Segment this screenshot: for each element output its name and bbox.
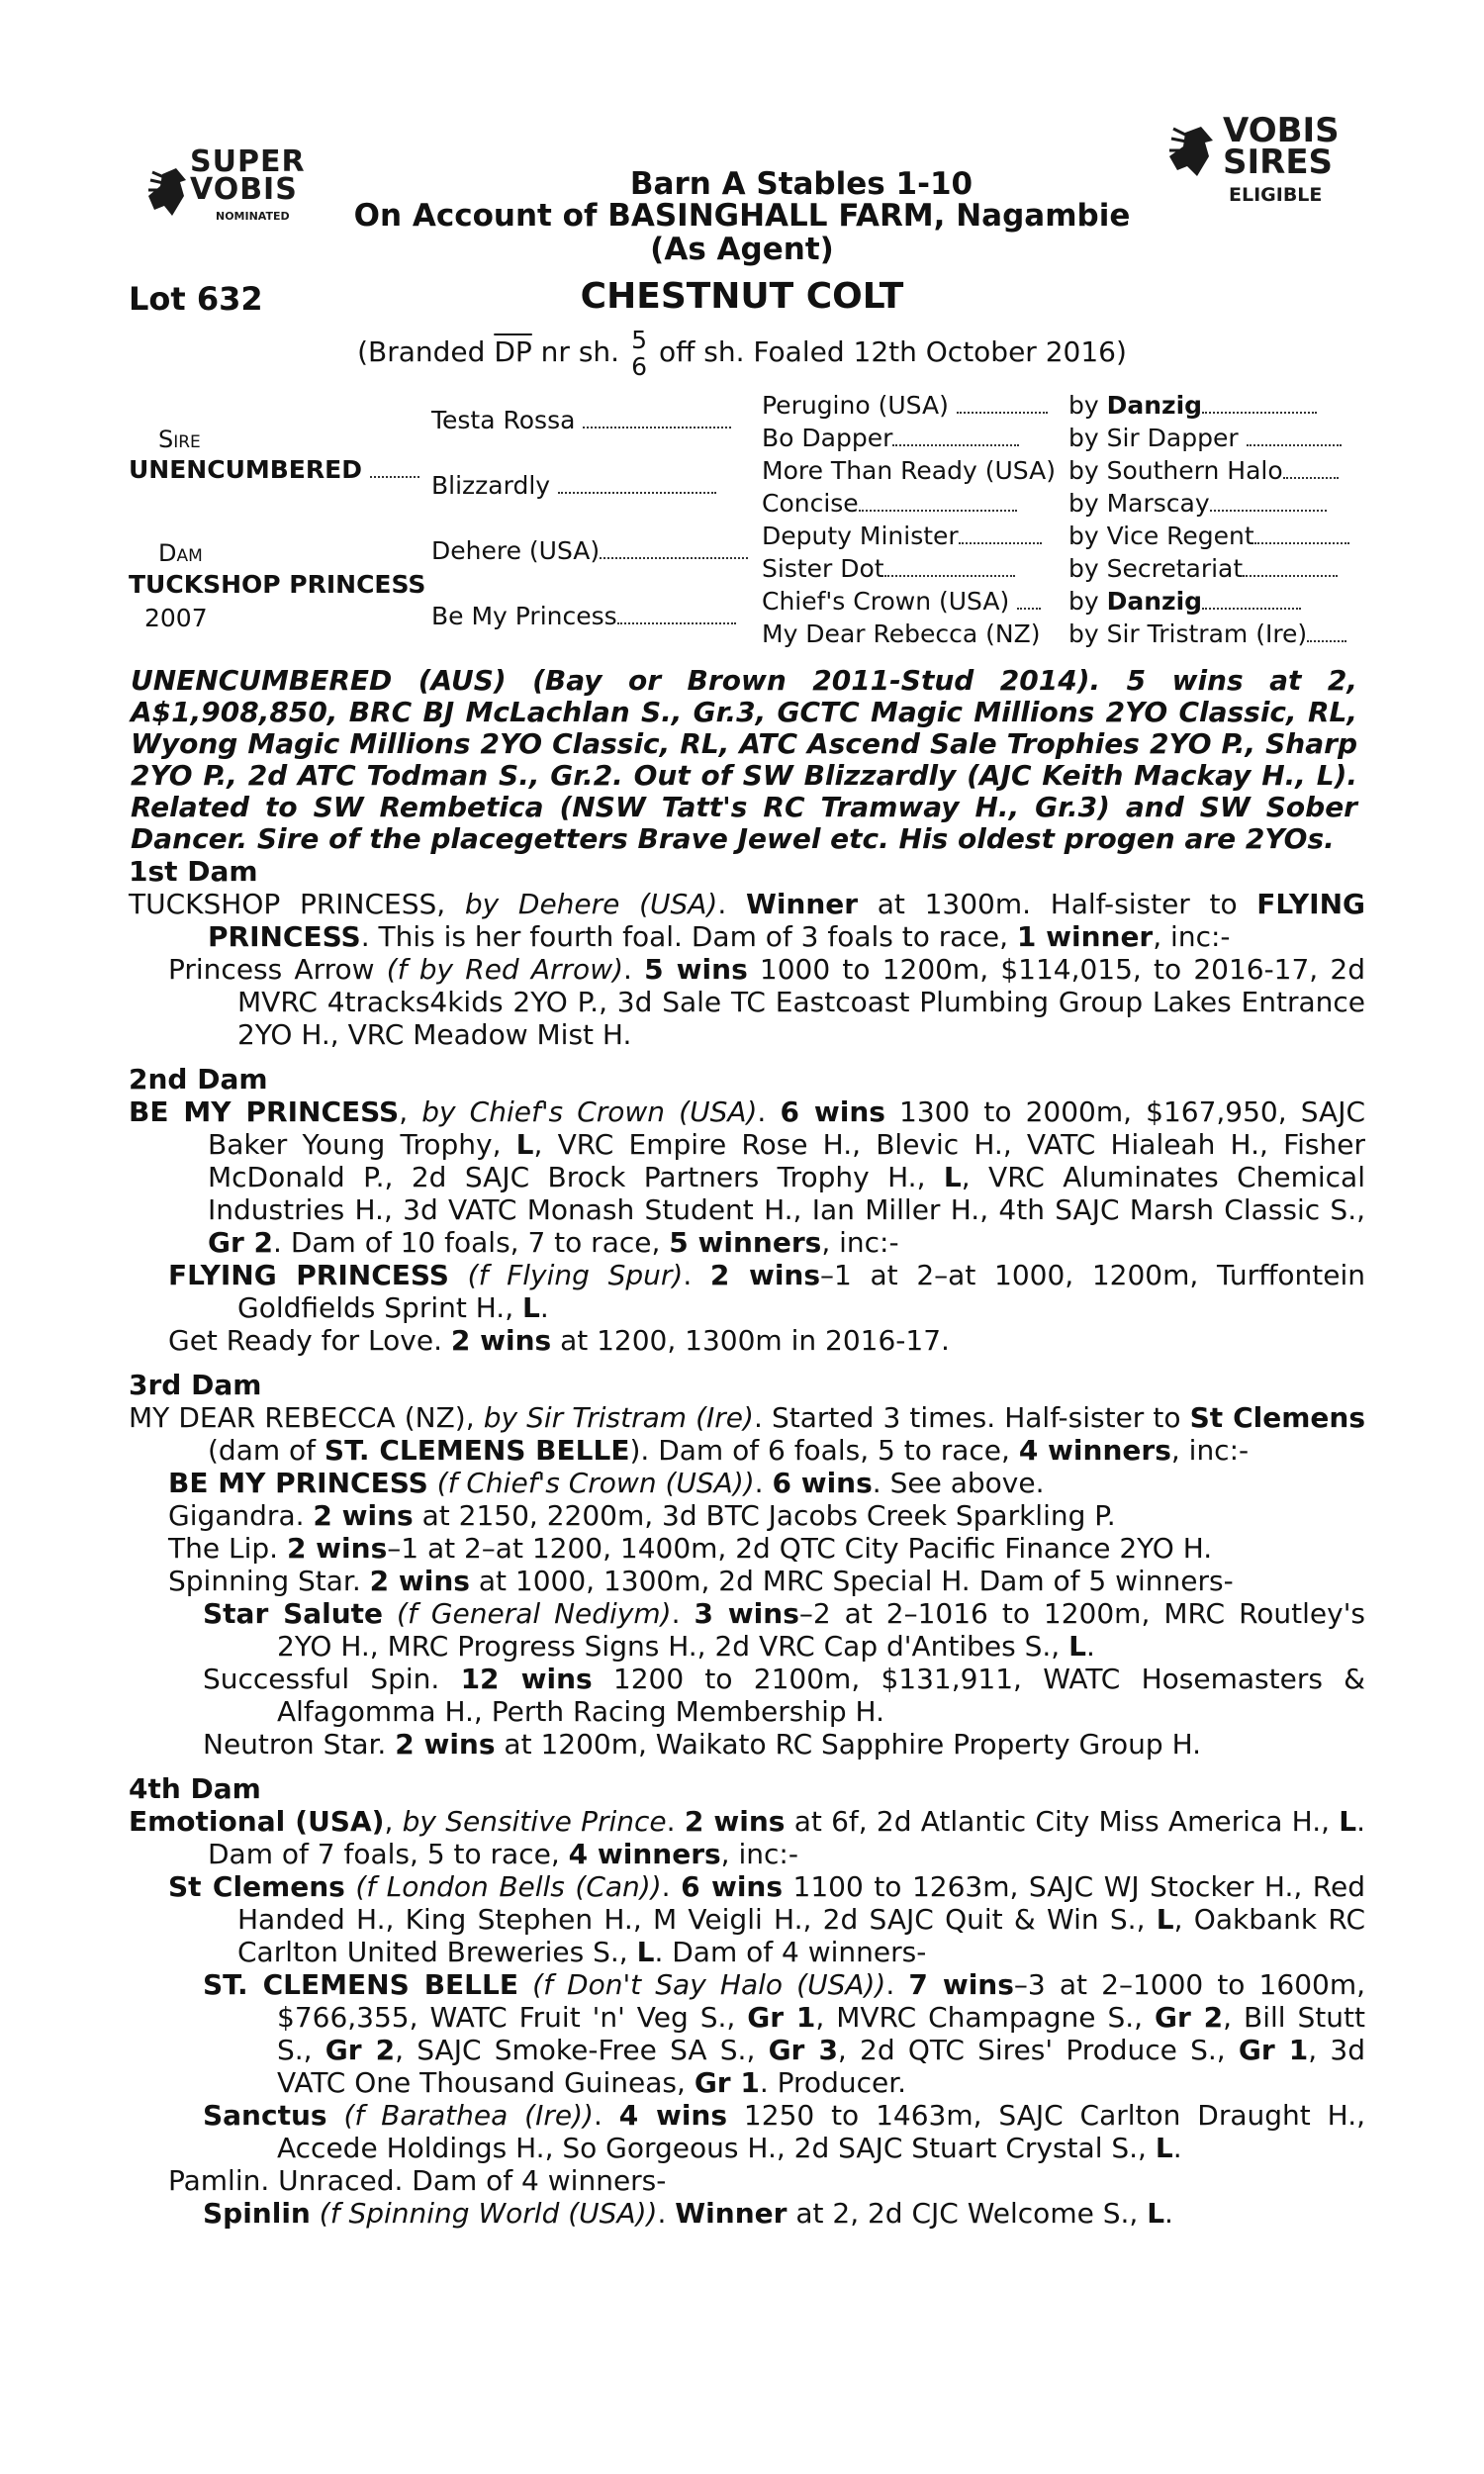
logo-nominated: NOMINATED	[216, 210, 290, 223]
brand-pre: (Branded	[357, 335, 495, 368]
account-line: On Account of BASINGHALL FARM, Nagambie	[353, 198, 1131, 234]
ped-gen3-by-6: by Danzig	[1068, 587, 1301, 616]
dam-entry: Emotional (USA), by Sensitive Prince. 2 wins at 6f, 2d Atlantic City Miss America H., L. Dam of 7 foals, 5 to race, 4 winners, inc:-	[129, 1805, 1366, 1870]
brand-den: 6	[631, 352, 647, 381]
sire-name-text: UNENCUMBERED	[129, 455, 362, 484]
progeny-entry: Sanctus (f Barathea (Ire)). 4 wins 1250 to 1463m, SAJC Carlton Draught H., Accede Holdings H., So Gorgeous H., 2d SAJC Stuart Crystal S., L.	[203, 2099, 1366, 2164]
dam-entry: MY DEAR REBECCA (NZ), by Sir Tristram (Ire). Started 3 times. Half-sister to St Clemens (dam of ST. CLEMENS BELLE). Dam of 6 foals, 5 to race, 4 winners, inc:-	[129, 1401, 1366, 1467]
dam-entry: BE MY PRINCESS, by Chief's Crown (USA). 6 wins 1300 to 2000m, $167,950, SAJC Baker Young Trophy, L, VRC Empire Rose H., Blevic H., VATC Hialeah H., Fisher McDonald P., 2d SAJC Brock Partners Trophy H., L, VRC Aluminates Chemical Industries H., 3d VATC Monash Student H., Ian Miller H., 4th SAJC Marsh Classic S., Gr 2. Dam of 10 foals, 7 to race, 5 winners, inc:-	[129, 1095, 1366, 1259]
sire-line: A$1,908,850, BRC BJ McLachlan S., Gr.3, GCTC Magic Millions 2YO Classic, RL,	[131, 696, 1357, 728]
ped-gen3-3: Concise	[762, 489, 1017, 518]
logo-eligible: ELIGIBLE	[1229, 184, 1323, 206]
progeny-entry: FLYING PRINCESS (f Flying Spur). 2 wins–1 at 2–at 1000, 1200m, Turffontein Goldfields Sprint H., L.	[168, 1259, 1365, 1324]
barn-line: Barn A Stables 1-10	[629, 166, 974, 202]
ped-gen3-by-1: by Sir Dapper	[1068, 424, 1342, 452]
ped-gen3-by-0: by Danzig	[1068, 391, 1317, 420]
dams-body	[129, 855, 1365, 2230]
ped-gen3-7: My Dear Rebecca (NZ)	[762, 619, 1041, 648]
logo-sires: SIRES	[1223, 143, 1334, 182]
progeny-entry: The Lip. 2 wins–1 at 2–at 1200, 1400m, 2d QTC City Pacific Finance 2YO H.	[168, 1532, 1213, 1565]
logo-super: SUPER	[190, 144, 306, 179]
second-dam-heading: 2nd Dam	[129, 1063, 268, 1095]
ped-gen2-1: Blizzardly	[431, 471, 716, 500]
brand-fraction	[631, 327, 647, 380]
progeny-entry: Star Salute (f General Nediym). 3 wins–2 at 2–1016 to 1200m, MRC Routley's 2YO H., MRC Progress Signs H., 2d VRC Cap d'Antibes S., L.	[203, 1597, 1365, 1663]
sire-line: Related to SW Rembetica (NSW Tatt's RC Tramway H., Gr.3) and SW Sober	[131, 791, 1357, 823]
dam-name	[129, 570, 425, 599]
progeny-entry: Neutron Star. 2 wins at 1200m, Waikato RC Sapphire Property Group H.	[203, 1728, 1202, 1760]
progeny-entry: Pamlin. Unraced. Dam of 4 winners-	[168, 2164, 667, 2197]
progeny-entry: Successful Spin. 12 wins 1200 to 2100m, $131,911, WATC Hosemasters & Alfagomma H., Perth Racing Membership H.	[203, 1663, 1365, 1728]
dam-entry: TUCKSHOP PRINCESS, by Dehere (USA). Winner at 1300m. Half-sister to FLYING PRINCESS. This is her fourth foal. Dam of 3 foals to race, 1 winner, inc:-	[129, 888, 1365, 953]
ped-gen3-4: Deputy Minister	[762, 522, 1042, 550]
progeny-entry: BE MY PRINCESS (f Chief's Crown (USA)). 6 wins. See above.	[168, 1467, 1045, 1499]
ped-gen3-by-2: by Southern Halo	[1068, 456, 1339, 485]
brand-dp: $\overline{DP}$	[494, 335, 532, 368]
sire-label: Sire	[158, 426, 201, 453]
sire-line: Wyong Magic Millions 2YO Classic, RL, ATC Ascend Sale Trophies 2YO P., Sharp	[131, 727, 1357, 760]
brand-mid: nr sh.	[531, 335, 620, 368]
progeny-entry: Spinning Star. 2 wins at 1000, 1300m, 2d MRC Special H. Dam of 5 winners-	[168, 1565, 1234, 1597]
ped-gen3-1: Bo Dapper	[762, 424, 1019, 452]
ped-gen3-5: Sister Dot	[762, 554, 1015, 583]
progeny-entry: ST. CLEMENS BELLE (f Don't Say Halo (USA)). 7 wins–3 at 2–1000 to 1600m, $766,355, WATC Fruit 'n' Veg S., Gr 1, MVRC Champagne S., Gr 2, Bill Stutt S., Gr 2, SAJC Smoke-Free SA S., Gr 3, 2d QTC Sires' Produce S., Gr 1, 3d VATC One Thousand Guineas, Gr 1. Producer.	[203, 1968, 1365, 2099]
brand-num: 5	[631, 326, 647, 354]
logo-vobis-right: VOBIS	[1223, 111, 1340, 150]
first-dam-heading: 1st Dam	[129, 855, 258, 888]
lot-title: CHESTNUT COLT	[580, 276, 904, 317]
fourth-dam-heading: 4th Dam	[129, 1772, 261, 1805]
ped-gen3-6: Chief's Crown (USA)	[762, 587, 1041, 616]
ped-gen3-2: More Than Ready (USA)	[762, 456, 1056, 485]
progeny-entry: Spinlin (f Spinning World (USA)). Winner at 2, 2d CJC Welcome S., L.	[203, 2197, 1173, 2230]
progeny-entry: Princess Arrow (f by Red Arrow). 5 wins 1000 to 1200m, $114,015, to 2016-17, 2d MVRC 4tracks4kids 2YO P., 3d Sale TC Eastcoast Plumbing Group Lakes Entrance 2YO H., VRC Meadow Mist H.	[168, 953, 1365, 1051]
sire-line: 2YO P., 2d ATC Todman S., Gr.2. Out of SW Blizzardly (AJC Keith Mackay H., L).	[131, 759, 1357, 792]
lot-number: Lot 632	[129, 280, 263, 318]
progeny-entry: St Clemens (f London Bells (Can)). 6 wins 1100 to 1263m, SAJC WJ Stocker H., Red Handed H., King Stephen H., M Veigli H., 2d SAJC Quit & Win S., L, Oakbank RC Carlton United Breweries S., L. Dam of 4 winners-	[168, 1870, 1366, 1968]
dam-name-text: TUCKSHOP PRINCESS	[129, 570, 426, 599]
agent-line: (As Agent)	[650, 232, 834, 267]
sire-paragraph	[131, 665, 1357, 855]
ped-gen2-2: Dehere (USA)	[431, 536, 748, 565]
ped-gen3-by-7: by Sir Tristram (Ire)	[1068, 619, 1346, 648]
ped-gen3-by-4: by Vice Regent	[1068, 522, 1349, 550]
ped-gen3-by-3: by Marscay	[1068, 489, 1327, 518]
logo-vobis: VOBIS	[190, 172, 298, 207]
progeny-entry: Gigandra. 2 wins at 2150, 2200m, 3d BTC Jacobs Creek Sparkling P.	[168, 1499, 1116, 1532]
third-dam-heading: 3rd Dam	[129, 1369, 262, 1401]
dam-year: 2007	[144, 604, 208, 632]
ped-gen2-3: Be My Princess	[431, 602, 736, 630]
sire-name	[129, 455, 419, 484]
dam-label: Dam	[158, 539, 203, 567]
sire-line: Dancer. Sire of the placegetters Brave Jewel etc. His oldest progen are 2YOs.	[131, 822, 1335, 855]
ped-gen3-by-5: by Secretariat	[1068, 554, 1338, 583]
ped-gen2-0: Testa Rossa	[431, 406, 731, 434]
sire-line: UNENCUMBERED (AUS) (Bay or Brown 2011-Stud 2014). 5 wins at 2,	[131, 664, 1357, 697]
progeny-entry: Get Ready for Love. 2 wins at 1200, 1300m in 2016-17.	[168, 1324, 950, 1357]
ped-gen3-0: Perugino (USA)	[762, 391, 1048, 420]
brand-post: off sh. Foaled 12th October 2016)	[658, 335, 1127, 368]
brand-line	[0, 327, 1484, 380]
